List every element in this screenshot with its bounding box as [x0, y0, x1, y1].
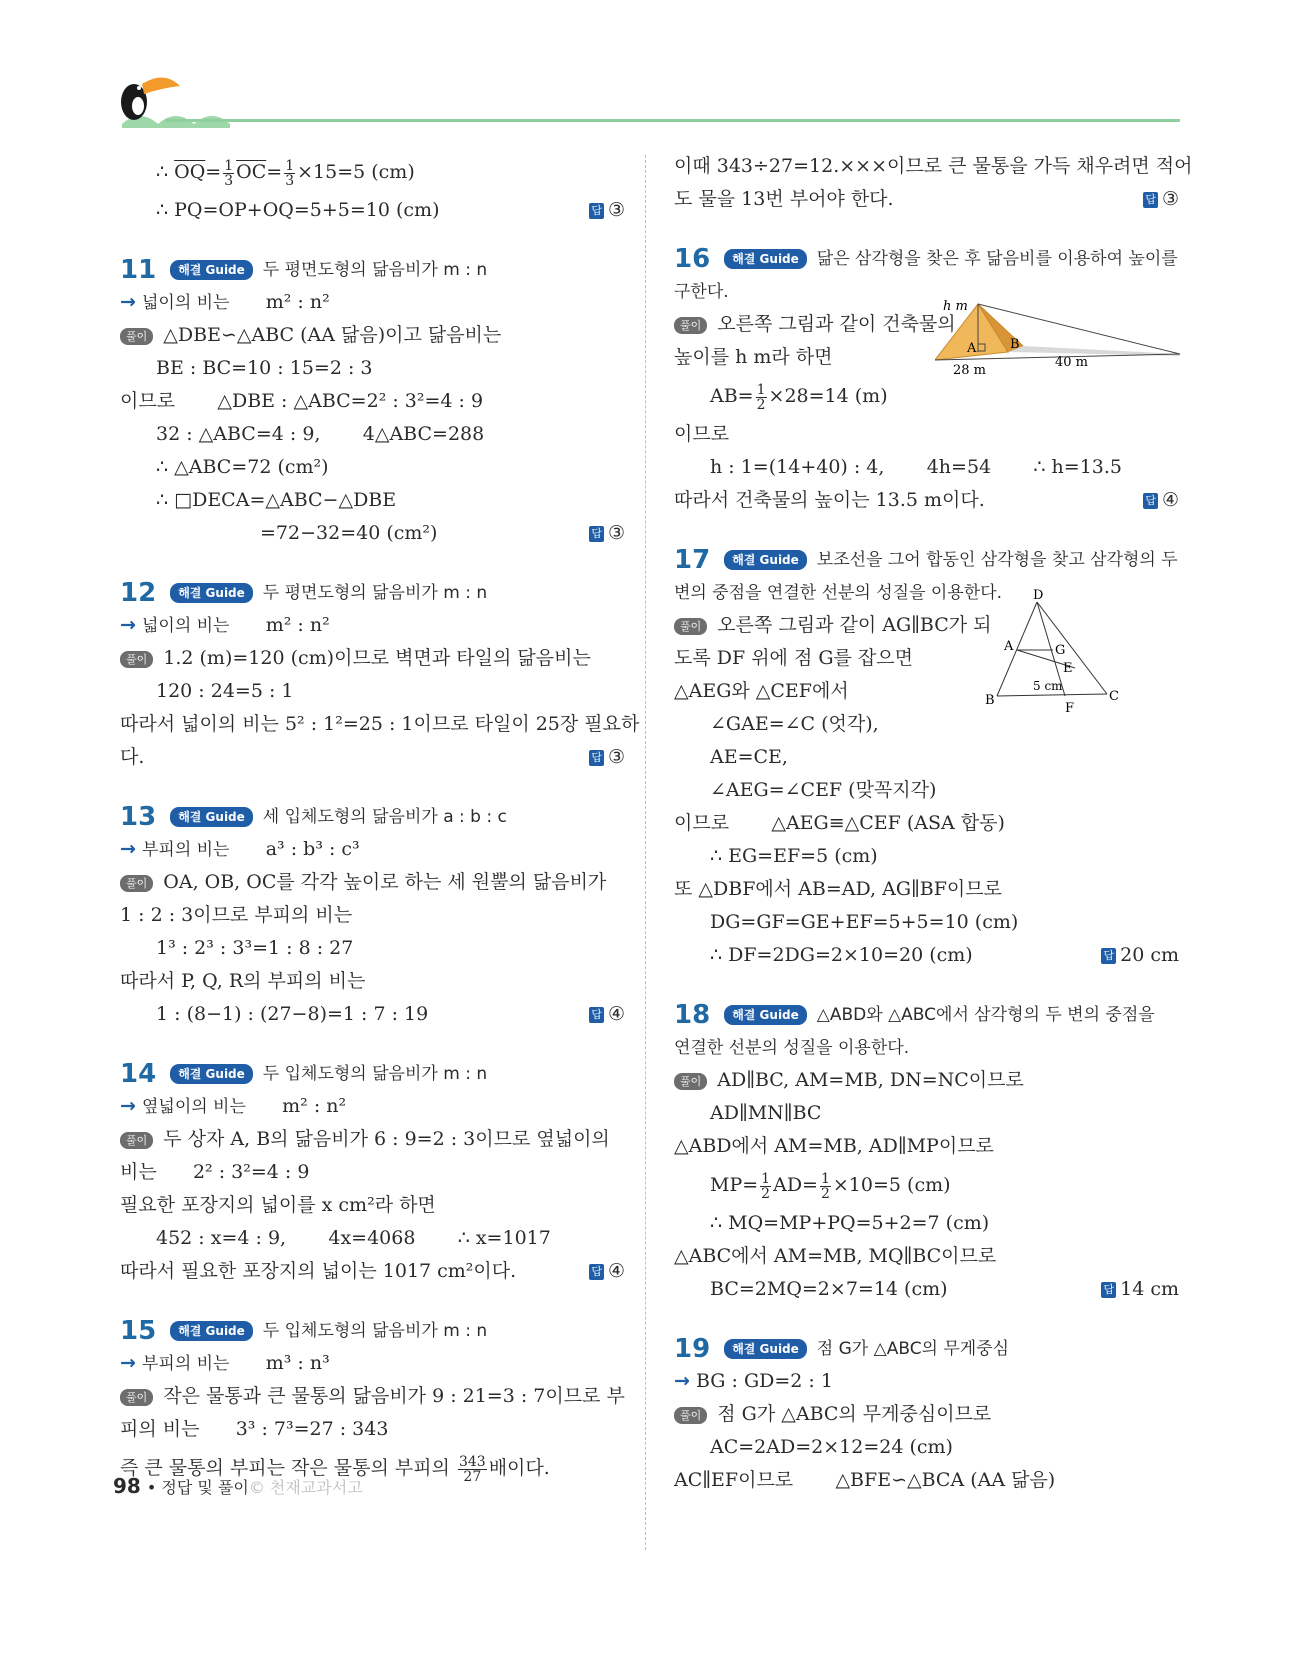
solution-line: 따라서 넓이의 비는 5² : 1²=25 : 1이므로 타일이 25장 필요하 — [120, 713, 640, 735]
problem-16-header: 16 해결 Guide 닮은 삼각형을 찾은 후 닮음비를 이용하여 높이를 — [674, 243, 1178, 274]
solution-line: 즉 큰 물통의 부피는 작은 물통의 부피의 $\frac{343}{27}$ 배이다. — [120, 1453, 550, 1485]
left-column — [120, 150, 640, 1490]
answer-mark: 답 ④ — [591, 1260, 625, 1282]
solution-line: AC∥EF이므로 △BFE∽△BCA (AA 닮음) — [674, 1469, 1056, 1491]
answer-mark: 답 20 cm — [1103, 944, 1179, 966]
problem-12-header: 12 해결 Guide 두 평면도형의 닮음비가 m : n — [120, 577, 488, 608]
solution-line: 1 : (8−1) : (27−8)=1 : 7 : 19 답 ④ — [120, 998, 625, 1031]
solution-line: ∠AEG=∠CEF (맞꼭지각) — [710, 779, 937, 801]
svg-text:40 m: 40 m — [1055, 355, 1089, 370]
solution-line: 따라서 P, Q, R의 부피의 비는 — [120, 970, 366, 992]
solution-line: MP= $\frac{1}{2}$ AD= $\frac{1}{2}$ ×10=5 (cm) — [710, 1170, 951, 1202]
fraction: $\frac{343}{27}$ — [458, 1453, 486, 1485]
solution-line: ∴ DF=2DG=2×10=20 (cm) 답 20 cm — [674, 939, 1179, 972]
solution-line: 피의 비는 3³ : 7³=27 : 343 — [120, 1418, 389, 1440]
svg-text:28 m: 28 m — [953, 363, 987, 378]
problem-18-header: 18 해결 Guide △ABD와 △ABC에서 삼각형의 두 변의 중점을 — [674, 999, 1155, 1030]
answer-mark: 답 ③ — [591, 522, 625, 544]
solution-line: 풀이 OA, OB, OC를 각각 높이로 하는 세 원뿔의 닮음비가 — [120, 866, 625, 899]
solution-line: 풀이 오른쪽 그림과 같이 건축물의 — [674, 308, 1179, 341]
problem-13-header: 13 해결 Guide 세 입체도형의 닮음비가 a : b : c — [120, 801, 507, 832]
fraction: $\frac{1}{2}$ — [820, 1170, 830, 1202]
solution-line: 32 : △ABC=4 : 9, 4△ABC=288 — [156, 423, 485, 445]
solution-line: 이므로 △DBE : △ABC=2² : 3²=4 : 9 — [120, 390, 484, 412]
solution-line: 또 △DBF에서 AB=AD, AG∥BF이므로 — [674, 878, 1002, 900]
solution-line: DG=GF=GE+EF=5+5=10 (cm) — [710, 911, 1019, 933]
solution-line: 따라서 필요한 포장지의 넓이는 1017 cm²이다. 답 ④ — [120, 1255, 625, 1288]
solution-line: ∠GAE=∠C (엇각), — [710, 713, 879, 735]
guide-result: → 부피의 비는 m³ : n³ — [120, 1352, 330, 1374]
svg-text:G: G — [1055, 643, 1066, 658]
problem-11-header: 11 해결 Guide 두 평면도형의 닮음비가 m : n — [120, 254, 488, 285]
solution-line: =72−32=40 (cm²) 답 ③ — [120, 517, 625, 550]
solution-line: ∴ MQ=MP+PQ=5+2=7 (cm) — [710, 1212, 990, 1234]
svg-text:A: A — [1004, 639, 1014, 654]
fraction: $\frac{1}{2}$ — [756, 381, 766, 413]
solution-line: 따라서 건축물의 높이는 13.5 m이다. 답 ④ — [674, 484, 1179, 517]
triangle-figure — [985, 588, 1135, 717]
guide-result: → 부피의 비는 a³ : b³ : c³ — [120, 838, 360, 860]
guide-continuation: 변의 중점을 연결한 선분의 성질을 이용한다. — [674, 583, 1003, 603]
guide-continuation: 연결한 선분의 성질을 이용한다. — [674, 1038, 910, 1058]
svg-text:D: D — [1033, 588, 1044, 603]
solution-line: △AEG와 △CEF에서 — [674, 680, 849, 702]
solution-line: 이므로 — [674, 423, 730, 445]
solution-line: 풀이 △DBE∽△ABC (AA 닮음)이고 닮음비는 — [120, 319, 625, 352]
solution-line: ∴ △ABC=72 (cm²) — [156, 456, 329, 478]
answer-mark: 답 ③ — [591, 199, 625, 221]
problem-19-header: 19 해결 Guide 점 G가 △ABC의 무게중심 — [674, 1333, 1010, 1364]
solution-line: 높이를 h m라 하면 — [674, 346, 833, 368]
solution-line: 1³ : 2³ : 3³=1 : 8 : 27 — [156, 937, 354, 959]
svg-text:E: E — [1063, 661, 1073, 676]
solution-line: AE=CE, — [710, 746, 788, 768]
solution-line: 풀이 1.2 (m)=120 (cm)이므로 벽면과 타일의 닮음비는 — [120, 642, 625, 675]
guide-result: → BG : GD=2 : 1 — [674, 1370, 833, 1392]
publisher-watermark: © 천재교과서고 — [248, 1478, 363, 1497]
solution-line: 풀이 오른쪽 그림과 같이 AG∥BC가 되 — [674, 609, 1179, 642]
solution-line: AB= $\frac{1}{2}$ ×28=14 (m) — [710, 381, 888, 413]
solution-line: 도 물을 13번 부어야 한다. 답 ③ — [674, 183, 1179, 216]
svg-text:B: B — [1010, 337, 1020, 352]
fraction: $\frac{1}{3}$ — [285, 157, 295, 189]
pyramid-figure — [935, 296, 1180, 386]
svg-text:B: B — [985, 693, 995, 708]
solution-line: 다. 답 ③ — [120, 741, 625, 774]
problem-17-header: 17 해결 Guide 보조선을 그어 합동인 삼각형을 찾고 삼각형의 두 — [674, 544, 1178, 575]
solution-line: ∴ □DECA=△ABC−△DBE — [156, 489, 397, 511]
problem-14-header: 14 해결 Guide 두 입체도형의 닮음비가 m : n — [120, 1058, 488, 1089]
answer-mark: 답 ③ — [591, 746, 625, 768]
problem-15-header: 15 해결 Guide 두 입체도형의 닮음비가 m : n — [120, 1315, 488, 1346]
fraction: $\frac{1}{2}$ — [761, 1170, 771, 1202]
svg-text:F: F — [1065, 701, 1075, 713]
solution-line: 도록 DF 위에 점 G를 잡으면 — [674, 647, 913, 669]
solution-line: BC=2MQ=2×7=14 (cm) 답 14 cm — [674, 1273, 1179, 1306]
answer-mark: 답 14 cm — [1103, 1278, 1179, 1300]
solution-line: BE : BC=10 : 15=2 : 3 — [156, 357, 373, 379]
solution-line: AC=2AD=2×12=24 (cm) — [710, 1436, 953, 1458]
guide-result: → 옆넓이의 비는 m² : n² — [120, 1095, 347, 1117]
answer-mark: 답 ③ — [1145, 188, 1179, 210]
guide-continuation: 구한다. — [674, 282, 729, 302]
solution-line: 풀이 두 상자 A, B의 닮음비가 6 : 9=2 : 3이므로 옆넓이의 — [120, 1123, 625, 1156]
svg-text:C: C — [1109, 689, 1119, 704]
formula-line: ∴ PQ=OP+OQ=5+5=10 (cm) 답 ③ — [120, 194, 625, 227]
formula-line: ∴ $\overline{OQ}=$ $\frac{1}{3}$ $\overline{OC}=$ $\frac{1}{3}$ ×15=5 (cm) — [156, 157, 415, 189]
solution-line: 452 : x=4 : 9, 4x=4068 ∴ x=1017 — [156, 1227, 551, 1249]
answer-mark: 답 ④ — [1145, 489, 1179, 511]
svg-text:A: A — [967, 341, 977, 356]
solution-line: △ABC에서 AM=MB, MQ∥BC이므로 — [674, 1245, 997, 1267]
page-number: 98 — [113, 1474, 141, 1498]
solution-line: 풀이 AD∥BC, AM=MB, DN=NC이므로 — [674, 1064, 1179, 1097]
answer-mark: 답 ④ — [591, 1003, 625, 1025]
guide-result: → 넓이의 비는 m² : n² — [120, 291, 330, 313]
solution-line: AD∥MN∥BC — [710, 1102, 822, 1124]
svg-text:h m: h m — [943, 299, 968, 314]
solution-line: 1 : 2 : 3이므로 부피의 비는 — [120, 904, 353, 926]
solution-line: 풀이 작은 물통과 큰 물통의 닮음비가 9 : 21=3 : 7이므로 부 — [120, 1380, 625, 1413]
footer-label: • 정답 및 풀이 — [146, 1478, 249, 1497]
header-rule — [165, 119, 1180, 122]
fraction: $\frac{1}{3}$ — [224, 157, 234, 189]
solution-line: 이므로 △AEG≡△CEF (ASA 합동) — [674, 812, 1005, 834]
page-footer — [113, 1474, 363, 1498]
solution-line: ∴ EG=EF=5 (cm) — [710, 845, 878, 867]
svg-text:5 cm: 5 cm — [1033, 679, 1063, 693]
solution-line: 이때 343÷27=12.×××이므로 큰 물통을 가득 채우려면 적어 — [674, 155, 1193, 177]
solution-line: 120 : 24=5 : 1 — [156, 680, 294, 702]
column-divider — [645, 155, 646, 1550]
solution-line: △ABD에서 AM=MB, AD∥MP이므로 — [674, 1135, 994, 1157]
toucan-logo-icon — [112, 66, 232, 132]
solution-line: 필요한 포장지의 넓이를 x cm²라 하면 — [120, 1194, 436, 1216]
solution-line: 비는 2² : 3²=4 : 9 — [120, 1161, 310, 1183]
solution-line: h : 1=(14+40) : 4, 4h=54 ∴ h=13.5 — [710, 456, 1123, 478]
solution-line: 풀이 점 G가 △ABC의 무게중심이므로 — [674, 1398, 1179, 1431]
guide-result: → 넓이의 비는 m² : n² — [120, 614, 330, 636]
